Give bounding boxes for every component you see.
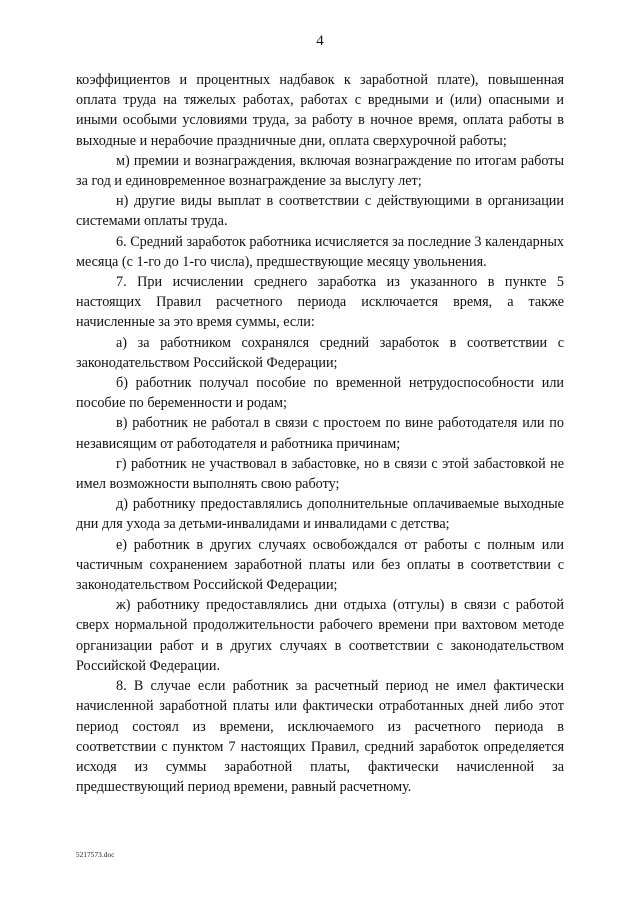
paragraph-item-e: е) работник в других случаях освобождался от работы с полным или частичным сохранением заработной платы или без оплаты в соответствии с законодательством Российской Федерации; (76, 536, 564, 594)
paragraph-item-zh: ж) работнику предоставлялись дни отдыха (отгулы) в связи с работой сверх нормальной продолжительности рабочего времени при вахтовом методе организации работ и в других случаях в соответствии с законодательством Российской Федерации. (76, 597, 564, 674)
paragraph-item-d: д) работнику предоставлялись дополнительные оплачиваемые выходные дни для ухода за детьми-инвалидами и инвалидами с детства; (76, 496, 564, 533)
paragraph-item-n: н) другие виды выплат в соответствии с действующими в организации системами оплаты труда. (76, 193, 564, 230)
paragraph-item-v: в) работник не работал в связи с простоем по вине работодателя или по независящим от работодателя и работника причинам; (76, 415, 564, 452)
paragraph-clause-6: 6. Средний заработок работника исчисляется за последние 3 календарных месяца (с 1-го до 1-го числа), предшествующие месяцу увольнения. (76, 233, 564, 270)
paragraph-item-a: а) за работником сохранялся средний заработок в соответствии с законодательством Российской Федерации; (76, 334, 564, 371)
document-body (76, 70, 564, 797)
paragraph-item-m: м) премии и вознаграждения, включая вознаграждение по итогам работы за год и единовременное вознаграждение за выслугу лет; (76, 152, 564, 190)
paragraph-item-b: б) работник получал пособие по временной нетрудоспособности или пособие по беременности и родам; (76, 375, 564, 412)
paragraph-clause-7: 7. При исчислении среднего заработка из указанного в пункте 5 настоящих Правил расчетного периода исключается время, а также начисленные за это время суммы, если: (76, 274, 564, 331)
page-number: 4 (316, 33, 324, 49)
paragraph-clause-8: 8. В случае если работник за расчетный период не имел фактически начисленной заработной платы или фактически отработанных дней либо этот период состоял из времени, исключаемого из расчетного периода в соответствии с пунктом 7 настоящих Правил, средний заработок определяется исходя из суммы заработной платы, фактически начисленной за предшествующий период времени, равный расчетному. (76, 678, 564, 796)
paragraph-item-g: г) работник не участвовал в забастовке, но в связи с этой забастовкой не имел возможности выполнять свою работу; (76, 455, 564, 493)
footer-file-name: 5217573.doc (76, 851, 115, 859)
paragraph-continuation: коэффициентов и процентных надбавок к заработной плате), повышенная оплата труда на тяжелых работах, работах с вредными и (или) опасными и иными особыми условиями труда, за работу в ночное время, оплата работы в выходные и нерабочие праздничные дни, оплата сверхурочной работы; (76, 72, 564, 149)
